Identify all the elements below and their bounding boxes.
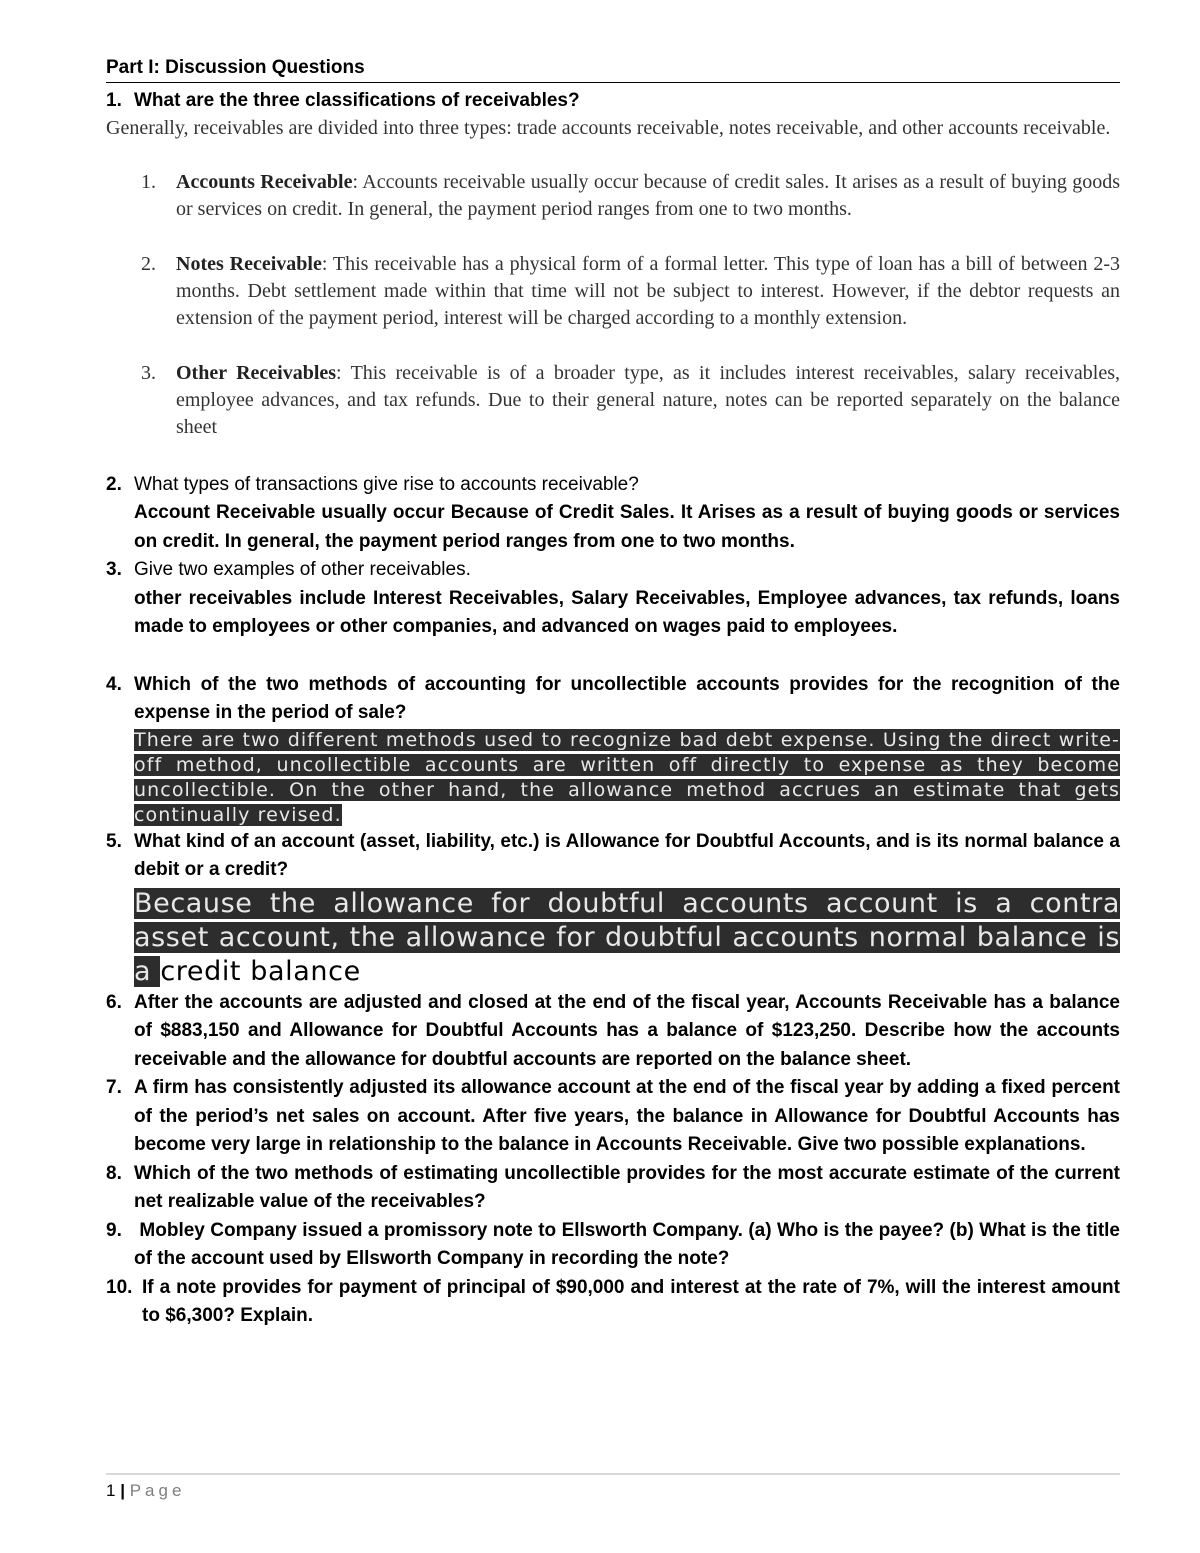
question-3 [106, 556, 1120, 642]
question-number: 8. [106, 1162, 122, 1184]
highlighted-answer [134, 887, 1120, 989]
list-item [106, 360, 1120, 441]
highlighted-answer [134, 728, 1120, 828]
question-text: Which of the two methods of estimating uncollectible provides for the most accurate estimate of the current net realizable value of the receivables? [134, 1162, 1120, 1212]
question-8 [106, 1160, 1120, 1217]
question-text: Give two examples of other receivables. [134, 559, 471, 580]
question-number: 9. [106, 1219, 122, 1241]
page-number: 1 [106, 1481, 116, 1500]
list-item [106, 169, 1120, 223]
question-number: 4. [106, 673, 122, 695]
answer-text: There are two different methods used to recognize bad debt expense. Using the direct write-off method, uncollectible accounts are written off directly to expense as they become uncollectible. On the other hand, the allowance method accrues an estimate that gets continually revised. [134, 728, 1120, 826]
question-9 [106, 1217, 1126, 1274]
question-number: 6. [106, 991, 122, 1013]
question-text: A firm has consistently adjusted its allowance account at the end of the fiscal year by adding a fixed percent of the period’s net sales on account. After five years, the balance in Allowance for Doubtful Accounts has become very large in relationship to the balance in Accounts Receivable. Give two possible explanations. [134, 1077, 1120, 1155]
question-text: Mobley Company issued a promissory note to Ellsworth Company. (a) Who is the payee? (b) What is the title of the account used by Ellsworth Company in recording the note? [134, 1219, 1126, 1269]
question-2 [106, 471, 1120, 557]
question-text: What types of transactions give rise to accounts receivable? [134, 473, 639, 495]
answer-text: other receivables include Interest Receivables, Salary Receivables, Employee advances, tax refunds, loans made to employees or other companies, and advanced on wages paid to employees. [134, 587, 1120, 637]
term: Accounts Receivable [176, 170, 353, 193]
term: Other Receivables [176, 361, 337, 384]
question-5 [106, 828, 1120, 989]
question-10 [106, 1274, 1120, 1331]
list-item [106, 251, 1120, 332]
question-text: What kind of an account (asset, liability, etc.) is Allowance for Doubtful Accounts, and is its normal balance a debit or a credit? [134, 830, 1120, 880]
question-number: 7. [106, 1077, 122, 1098]
footer-separator: | [120, 1481, 125, 1500]
page-footer [106, 1481, 185, 1501]
definition: : This receivable has a physical form of a formal letter. This type of loan has a bill of between 2-3 months. Debt settlement made within that time will not be subject to interest. However, if the debtor requests an extension of the payment period, interest will be charged according to a monthly extension. [176, 252, 1120, 329]
definition: : Accounts receivable usually occur because of credit sales. It arises as a result of buying goods or services on credit. In general, the payment period ranges from one to two months. [176, 170, 1121, 220]
answer-plain-text: credit balance [160, 955, 361, 987]
question-number: 5. [106, 830, 122, 852]
answer-intro: Generally, receivables are divided into three types: trade accounts receivable, notes receivable, and other accounts receivable. [106, 116, 1111, 139]
answer-highlighted-text: Because the allowance for doubtful accounts account is a contra asset account, the allowance for doubtful accounts normal balance is a [134, 887, 1120, 987]
question-7 [106, 1074, 1120, 1160]
question-text: Which of the two methods of accounting for uncollectible accounts provides for the recognition of the expense in the period of sale? [134, 673, 1120, 723]
question-1 [106, 87, 1120, 116]
question-number: 3. [106, 559, 122, 580]
question-6 [106, 989, 1120, 1075]
section-title: Part I: Discussion Questions [106, 56, 1120, 83]
page-label: Page [129, 1481, 186, 1500]
question-text: If a note provides for payment of principal of $90,000 and interest at the rate of 7%, will the interest amount to $6,300? Explain. [142, 1276, 1120, 1326]
question-number: 10. [106, 1276, 133, 1298]
question-number: 1. [106, 90, 122, 111]
list-item-number: 2. [141, 252, 156, 275]
question-text: What are the three classifications of receivables? [134, 90, 580, 111]
definition: : This receivable is of a broader type, as it includes interest receivables, salary receivables, employee advances, and tax refunds. Due to their general nature, notes can be reported separately on the balance sheet [176, 361, 1120, 438]
question-number: 2. [106, 473, 122, 495]
answer-text: Account Receivable usually occur Because of Credit Sales. It Arises as a result of buying goods or services on credit. In general, the payment period ranges from one to two months. [134, 502, 1120, 552]
footer-divider [106, 1473, 1120, 1475]
list-item-number: 3. [141, 361, 156, 384]
term: Notes Receivable [176, 252, 322, 275]
document-body [106, 56, 1126, 1331]
question-text: After the accounts are adjusted and closed at the end of the fiscal year, Accounts Receivable has a balance of $883,150 and Allowance for Doubtful Accounts has a balance of $123,250. Describe how the accounts receivable and the allowance for doubtful accounts are reported on the balance sheet. [134, 991, 1120, 1070]
question-4 [106, 671, 1120, 828]
list-item-number: 1. [141, 170, 156, 193]
